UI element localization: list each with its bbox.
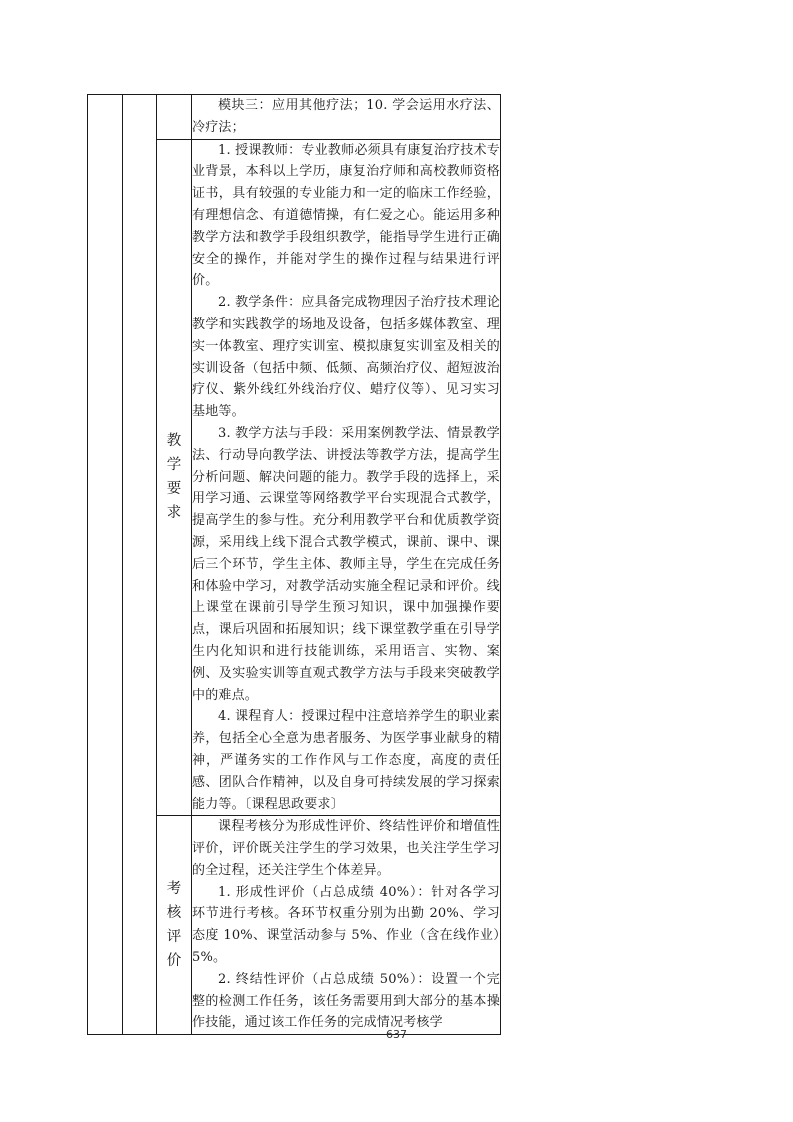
table-row [88,95,501,140]
course-table [87,94,501,1035]
assessment-label [157,816,192,1035]
label-char: 考 [166,881,182,898]
teaching-requirements-label [157,139,192,816]
label-char: 评 [166,929,182,946]
assessment-content [192,816,501,1035]
paragraph: 1. 授课教师：专业教师必须具有康复治疗技术专业背景，本科以上学历，康复治疗师和高校教师资格证书，具有较强的专业能力和一定的临床工作经验，有理想信念、有道德情操，有仁爱之心。能运用多种教学方法和教学手段组织教学，能指导学生进行正确安全的操作，并能对学生的操作过程与结果进行评价。 [192,142,500,289]
paragraph: 1. 形成性评价（占总成绩 40%）：针对各学习环节进行考核。各环节权重分别为出勤 20%、学习态度 10%、课堂活动参与 5%、作业（含在线作业）5%。 [192,884,500,966]
label-char: 要 [166,481,182,498]
label-char: 学 [166,457,182,474]
outer-cell-2 [123,95,157,1035]
paragraph: 课程考核分为形成性评价、终结性评价和增值性评价，评价既关注学生的学习效果，也关注学生学习的全过程，还关注学生个体差异。 [192,819,500,878]
module-label-cell [157,95,192,140]
module-text: 模块三：应用其他疗法；10. 学会运用水疗法、冷疗法； [192,98,500,135]
teaching-requirements-content [192,139,501,816]
paragraph: 4. 课程育人：授课过程中注意培养学生的职业素养，包括全心全意为患者服务、为医学事业献身的精神，严谨务实的工作作风与工作态度，高度的责任感、团队合作精神，以及自身可持续发展的学习探索能力等。〔课程思政要求〕 [192,709,500,812]
outer-cell-1 [88,95,123,1035]
label-char: 教 [166,433,182,450]
label-char: 求 [166,505,182,522]
paragraph: 3. 教学方法与手段：采用案例教学法、情景教学法、行动导向教学法、讲授法等教学方法，提高学生分析问题、解决问题的能力。教学手段的选择上，采用学习通、云课堂等网络教学平台实现混合式教学，提高学生的参与性。充分利用教学平台和优质教学资源，采用线上线下混合式教学模式，课前、课中、课后三个环节，学生主体、教师主导，学生在完成任务和体验中学习，对教学活动实施全程记录和评价。线上课堂在课前引导学生预习知识，课中加强操作要点，课后巩固和拓展知识；线下课堂教学重在引导学生内化知识和进行技能训练，采用语言、实物、案例、及实验实训等直观式教学方法与手段来突破教学中的难点。 [192,425,500,703]
paragraph: 2. 终结性评价（占总成绩 50%）：设置一个完整的检测工作任务，该任务需要用到大部分的基本操作技能，通过该工作任务的完成情况考核学 [192,971,500,1031]
label-char: 核 [166,905,182,922]
page-number: 637 [386,1028,407,1041]
label-char: 价 [166,953,182,970]
paragraph: 2. 教学条件：应具备完成物理因子治疗技术理论教学和实践教学的场地及设备，包括多媒体教室、理实一体教室、理疗实训室、模拟康复实训室及相关的实训设备（包括中频、低频、高频治疗仪、超短波治疗仪、紫外线红外线治疗仪、蜡疗仪等）、见习实习基地等。 [192,295,500,420]
module-cell [192,95,501,140]
